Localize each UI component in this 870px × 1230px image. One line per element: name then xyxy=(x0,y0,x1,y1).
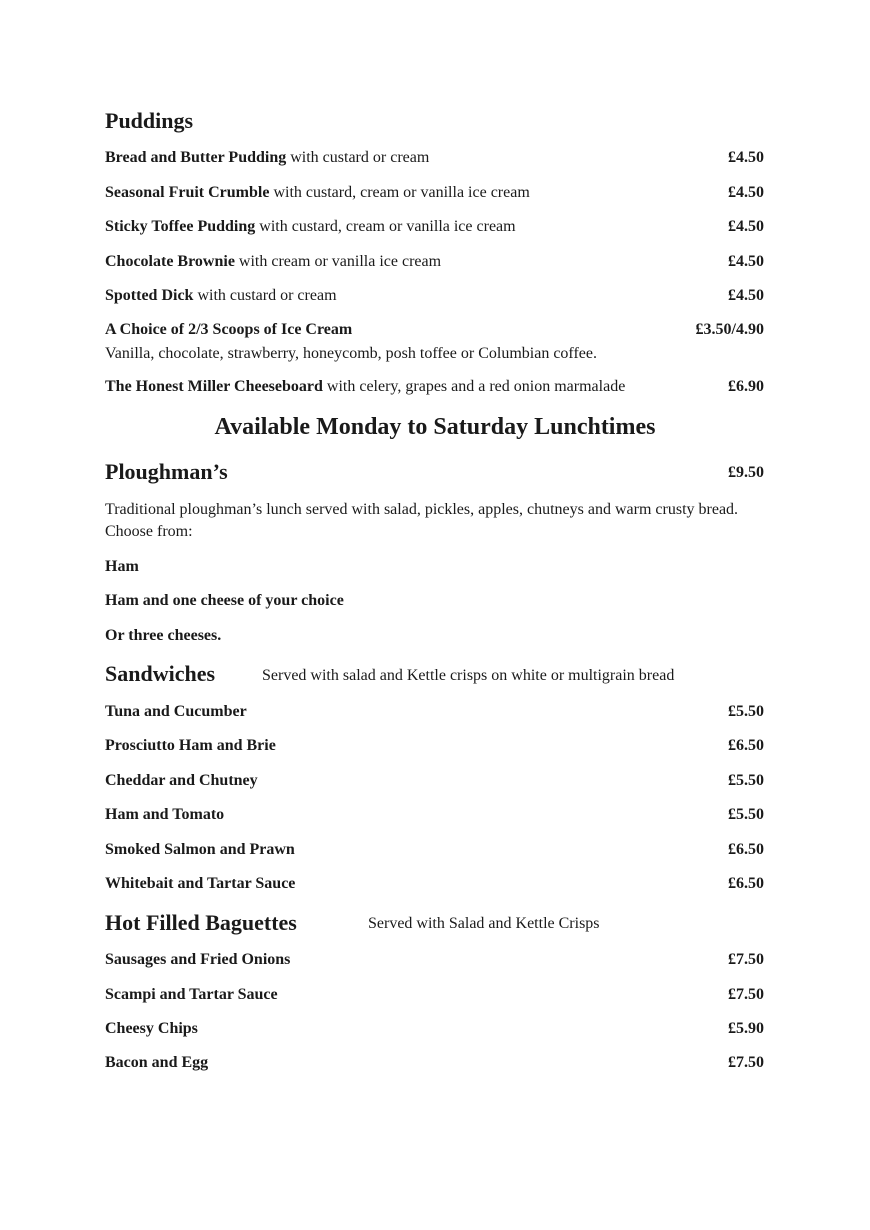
ploughmans-option: Ham xyxy=(105,558,139,575)
item-name: Bread and Butter Pudding xyxy=(105,149,287,166)
item-price: £6.50 xyxy=(728,875,764,892)
item-name: Spotted Dick xyxy=(105,287,194,304)
menu-item xyxy=(105,287,764,305)
item-price: £7.50 xyxy=(728,986,764,1003)
menu-item xyxy=(105,841,764,859)
item-name: Cheddar and Chutney xyxy=(105,772,258,789)
menu-item xyxy=(105,703,764,721)
menu-item xyxy=(105,737,764,755)
item-name: Cheesy Chips xyxy=(105,1020,198,1037)
sandwiches-heading: Sandwiches xyxy=(105,661,216,686)
item-name: Tuna and Cucumber xyxy=(105,703,247,720)
menu-item xyxy=(105,378,764,396)
item-price: £6.50 xyxy=(728,841,764,858)
item-price: £6.50 xyxy=(728,737,764,754)
menu-item xyxy=(105,1054,764,1072)
menu-item xyxy=(105,951,764,969)
baguettes-heading: Hot Filled Baguettes xyxy=(105,910,297,935)
item-price: £4.50 xyxy=(728,149,764,166)
item-name: Prosciutto Ham and Brie xyxy=(105,737,276,754)
ploughmans-heading: Ploughman’s xyxy=(105,459,228,484)
item-price: £7.50 xyxy=(728,951,764,968)
menu-item xyxy=(105,184,764,202)
ploughmans-option: Ham and one cheese of your choice xyxy=(105,592,344,609)
item-price: £3.50/4.90 xyxy=(695,321,764,338)
lunchtimes-heading: Available Monday to Saturday Lunchtimes xyxy=(214,414,656,440)
item-price: £5.50 xyxy=(728,772,764,789)
item-name: Chocolate Brownie xyxy=(105,253,235,270)
puddings-heading: Puddings xyxy=(105,108,194,133)
item-description: with custard, cream or vanilla ice cream xyxy=(269,184,530,201)
item-description: with celery, grapes and a red onion marmalade xyxy=(322,378,626,395)
item-price: £5.50 xyxy=(728,806,764,823)
item-price: £4.50 xyxy=(728,253,764,270)
menu-item xyxy=(105,321,764,339)
item-name: Sausages and Fried Onions xyxy=(105,951,291,968)
ploughmans-option: Or three cheeses. xyxy=(105,627,222,644)
item-name: Ham and Tomato xyxy=(105,806,225,823)
item-description: with custard, cream or vanilla ice cream xyxy=(255,218,516,235)
item-name: Bacon and Egg xyxy=(105,1054,209,1071)
item-description: with custard or cream xyxy=(193,287,337,304)
item-price: £4.50 xyxy=(728,287,764,304)
item-price: £6.90 xyxy=(728,378,764,395)
ploughmans-description: Traditional ploughman’s lunch served with salad, pickles, apples, chutneys and warm crusty bread. Choose from: xyxy=(105,501,739,540)
item-name: A Choice of 2/3 Scoops of Ice Cream xyxy=(105,321,353,338)
ploughmans-header xyxy=(105,459,764,485)
item-name: Seasonal Fruit Crumble xyxy=(105,184,270,201)
menu-item xyxy=(105,875,764,893)
baguettes-subtitle: Served with Salad and Kettle Crisps xyxy=(368,915,600,932)
item-note: Vanilla, chocolate, strawberry, honeycomb, posh toffee or Columbian coffee. xyxy=(105,345,597,362)
item-name: Scampi and Tartar Sauce xyxy=(105,986,278,1003)
item-price: £4.50 xyxy=(728,184,764,201)
ploughmans-price: £9.50 xyxy=(728,464,764,481)
item-price: £4.50 xyxy=(728,218,764,235)
menu-item xyxy=(105,1020,764,1038)
menu-item xyxy=(105,253,764,271)
menu-item xyxy=(105,218,764,236)
item-price: £7.50 xyxy=(728,1054,764,1071)
item-price: £5.90 xyxy=(728,1020,764,1037)
item-name: Sticky Toffee Pudding xyxy=(105,218,256,235)
menu-item xyxy=(105,986,764,1004)
menu-item xyxy=(105,149,764,167)
menu-item xyxy=(105,772,764,790)
item-description: with cream or vanilla ice cream xyxy=(234,253,442,270)
item-name: Smoked Salmon and Prawn xyxy=(105,841,295,858)
menu-item xyxy=(105,806,764,824)
item-name: Whitebait and Tartar Sauce xyxy=(105,875,296,892)
item-description: with custard or cream xyxy=(286,149,430,166)
sandwiches-subtitle: Served with salad and Kettle crisps on white or multigrain bread xyxy=(262,667,675,684)
item-price: £5.50 xyxy=(728,703,764,720)
item-name: The Honest Miller Cheeseboard xyxy=(105,378,323,395)
